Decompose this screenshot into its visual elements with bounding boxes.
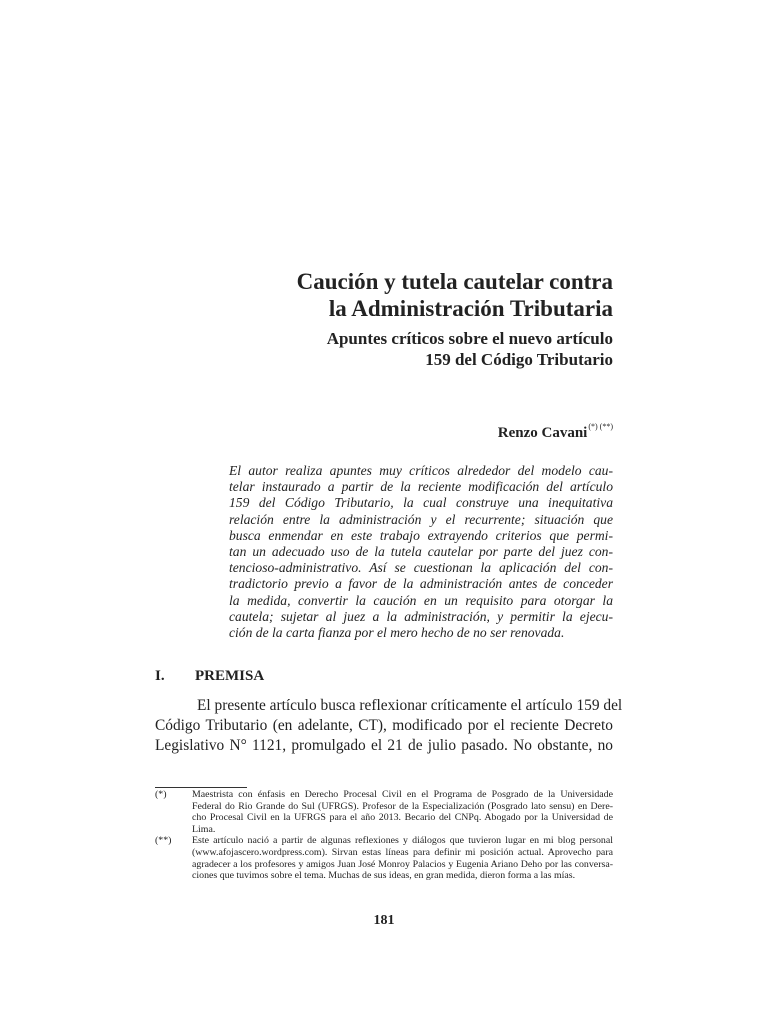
footnote-line: Federal do Rio Grande do Sul (UFRGS). Profesor de la Especialización (Posgrado lato sensu) en Dere- — [192, 800, 613, 812]
article-subtitle-line: 159 del Código Tributario — [425, 350, 613, 369]
abstract-line: ción de la carta fianza por el mero hecho de no ser renovada. — [229, 625, 565, 641]
abstract-line: relación entre la administración y el recurrente; situación que — [229, 511, 613, 527]
footnote-line: cho Procesal Civil en la UFRGS para el año 2013. Becario del CNPq. Abogado por la Universidad de — [192, 812, 613, 824]
footnote-line: Maestrista con énfasis en Derecho Procesal Civil en el Programa de Posgrado de la Universidade — [192, 789, 613, 800]
footnote-line: Lima. — [192, 823, 216, 835]
abstract-line: tan un adecuado uso de la tutela cautelar por parte del juez con- — [229, 544, 613, 560]
article-subtitle — [153, 328, 613, 370]
section-number: I. — [155, 668, 165, 684]
section-title: PREMISA — [195, 668, 265, 684]
article-title-line: la Administración Tributaria — [328, 296, 613, 321]
section-heading — [155, 666, 264, 686]
body-line: Legislativo N° 1121, promulgado el 21 de julio pasado. No obstante, no — [155, 737, 613, 754]
article-title-line: Caución y tutela cautelar contra — [296, 269, 613, 294]
footnotes — [155, 789, 613, 882]
author-byline — [498, 417, 613, 443]
footnote-marker: (*) — [155, 789, 167, 800]
footnote-line: Este artículo nació a partir de algunas reflexiones y diálogos que tuvieron lugar en mi blog personal — [192, 835, 613, 847]
abstract-line: tencioso-administrativo. Así se cuestionan la aplicación del con- — [229, 560, 613, 576]
abstract-line: 159 del Código Tributario, la cual construye una inequitativa — [229, 495, 613, 511]
abstract-line: telar instaurado a partir de la reciente modificación del artículo — [229, 479, 613, 495]
footnote-marker: (**) — [155, 835, 172, 847]
author-footnote-marks: (*) (**) — [588, 422, 613, 431]
body-line: El presente artículo busca reflexionar críticamente el artículo 159 del — [197, 697, 623, 714]
abstract-line: cautela; sujetar al juez a la administración, y permitir la ejecu- — [229, 608, 613, 624]
abstract-line: busca enmendar en este trabajo extrayendo criterios que permi- — [229, 527, 613, 543]
abstract-line: El autor realiza apuntes muy críticos alrededor del modelo cau- — [229, 463, 613, 478]
body-paragraph — [155, 696, 623, 756]
page-number: 181 — [373, 913, 395, 928]
abstract-line: tradictorio previo a favor de la administración antes de conceder — [229, 576, 613, 592]
footnote-line: agradecer a los profesores y amigos Juan José Monroy Palacios y Eugenia Ariano Deho por las conversa- — [192, 858, 613, 870]
article-heading — [153, 268, 613, 370]
footnote-line: (www.afojascero.wordpress.com). Sirvan estas líneas para definir mi posición actual. Aprovecho para — [192, 846, 613, 858]
footnote — [155, 789, 613, 835]
author-name: Renzo Cavani — [497, 425, 588, 441]
abstract-line: la medida, convertir la caución en un requisito para otorgar la — [229, 592, 613, 608]
body-line: Código Tributario (en adelante, CT), modificado por el reciente Decreto — [155, 717, 613, 734]
footnote — [155, 835, 613, 881]
article-subtitle-line: Apuntes críticos sobre el nuevo artículo — [326, 329, 613, 348]
footnote-line: ciones que tuvimos sobre el tema. Muchas de sus ideas, en gran medida, dieron forma a las mías. — [192, 870, 576, 882]
footnote-separator — [155, 787, 247, 788]
abstract — [229, 463, 613, 641]
